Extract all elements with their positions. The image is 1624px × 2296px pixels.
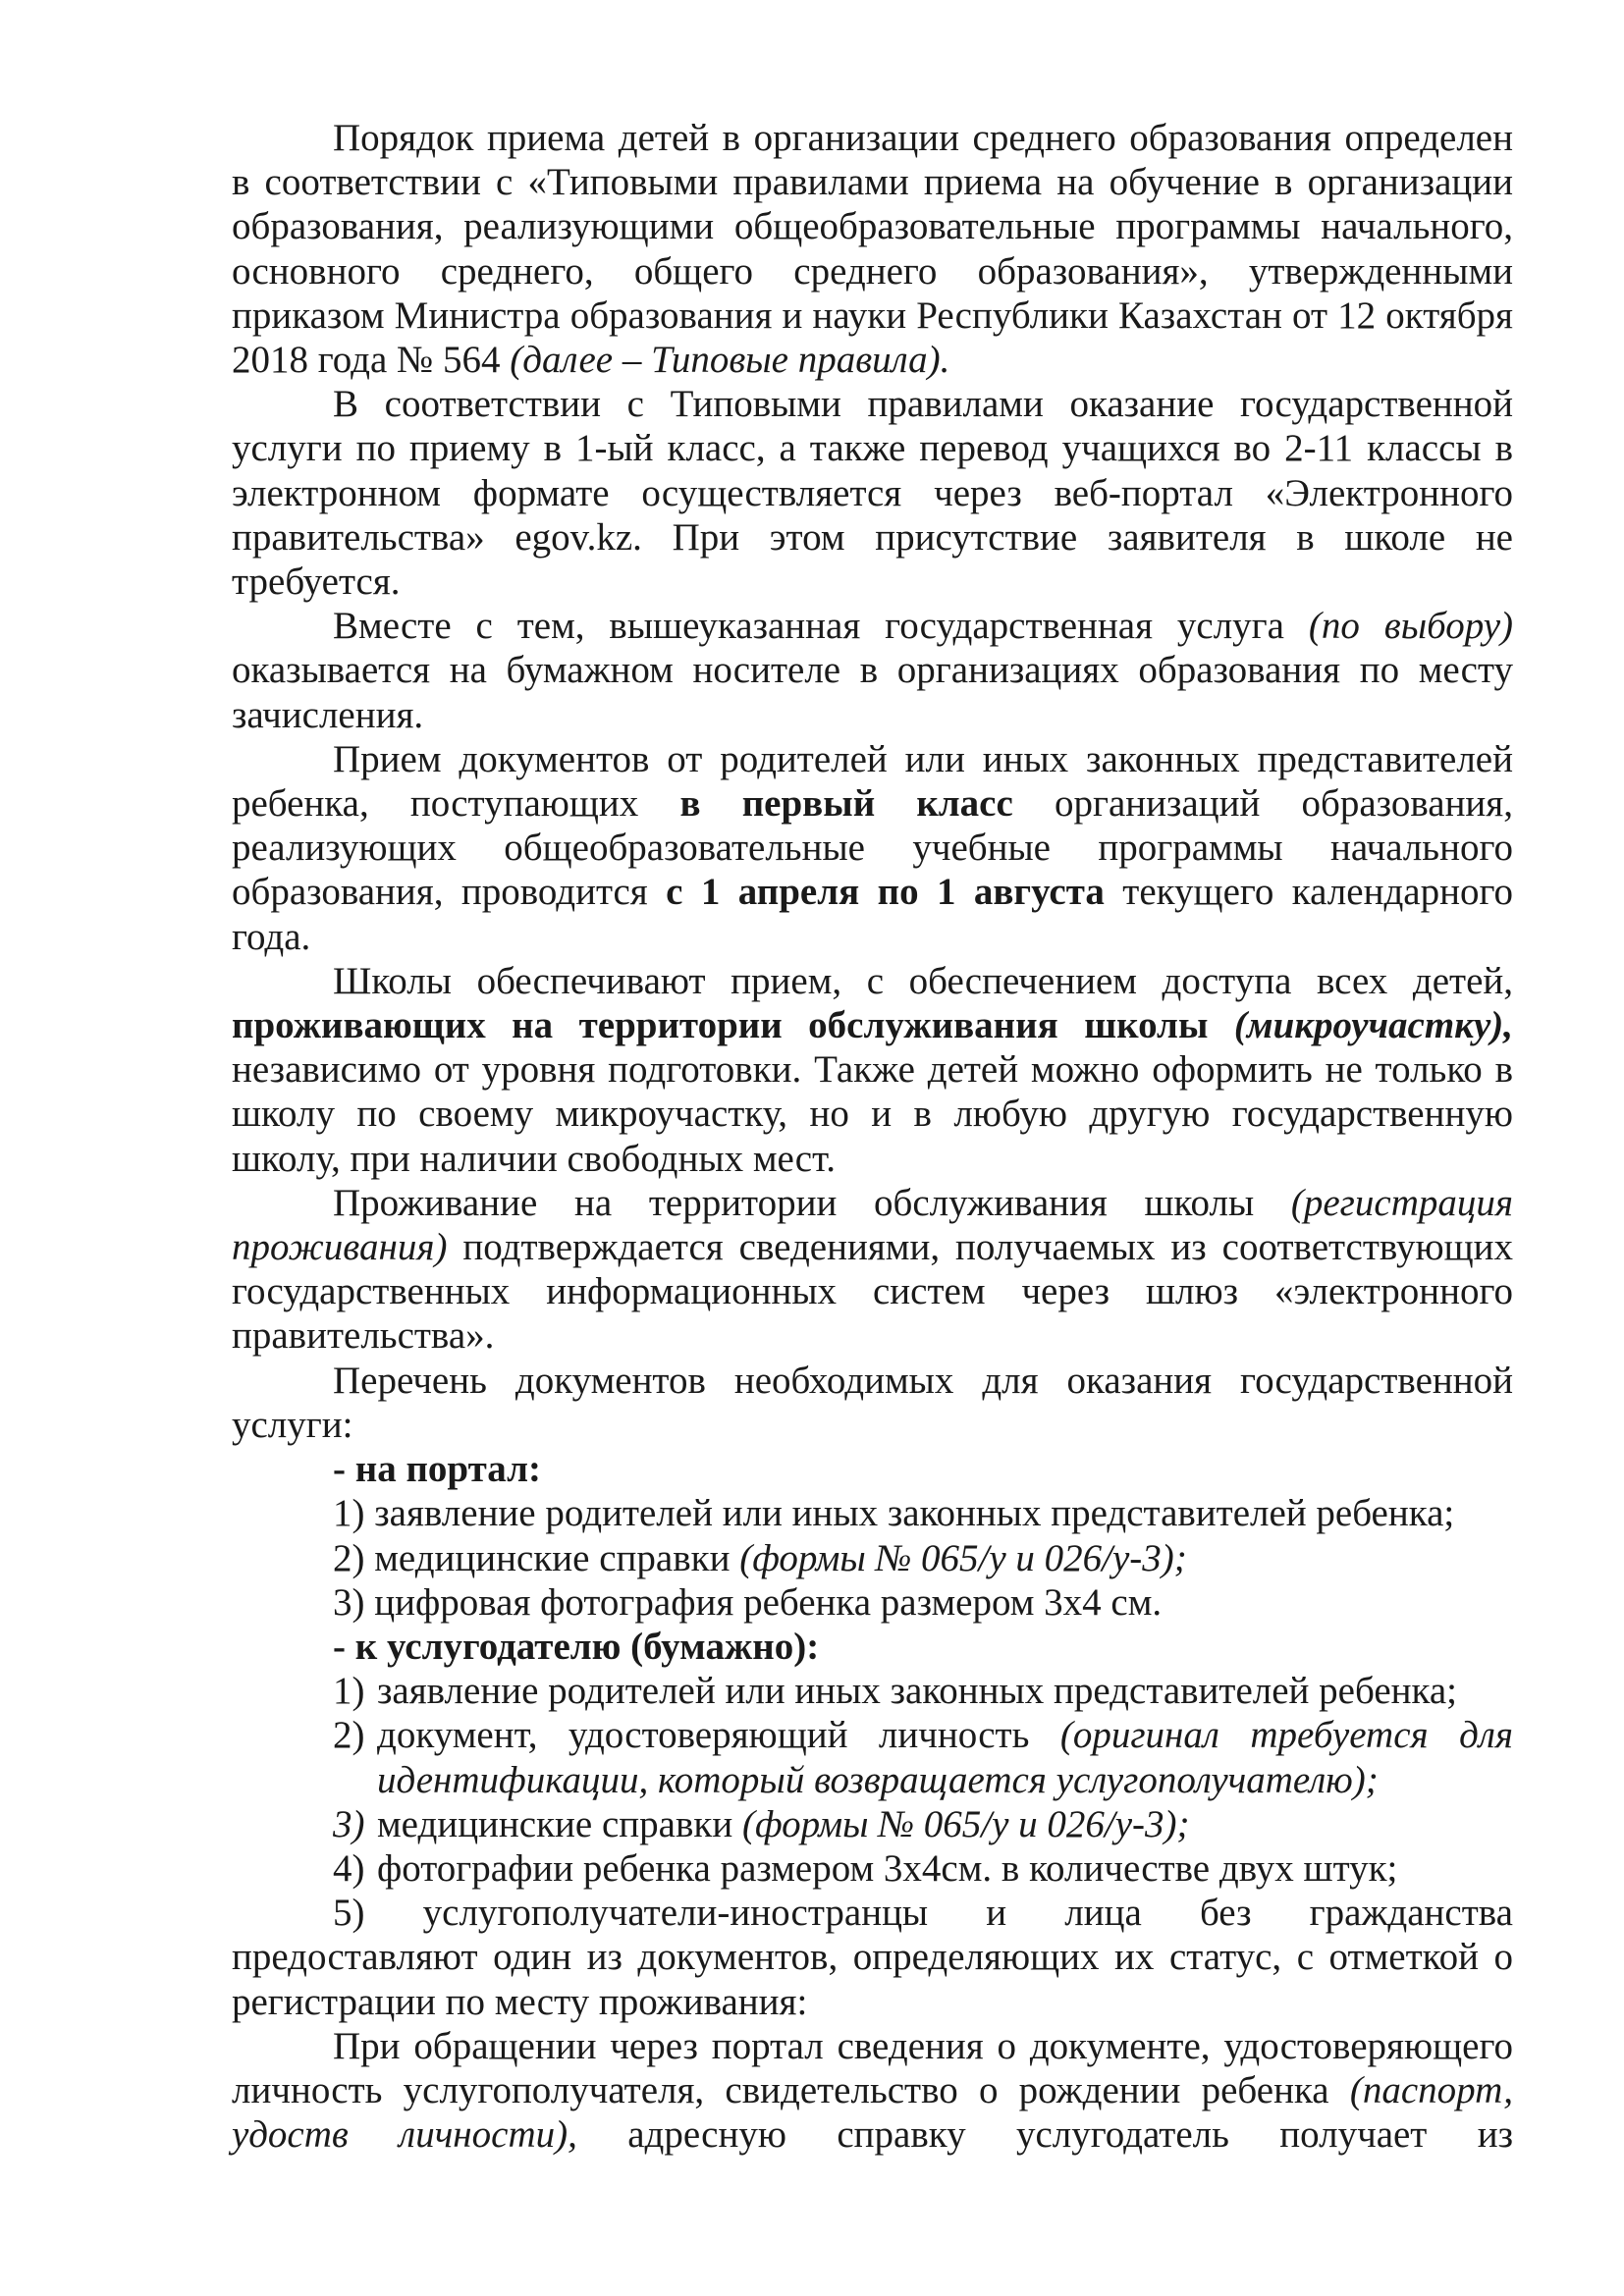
paragraph-text: При обращении через портал сведения о документе, удостоверяющего личность услугополучателя, свидетельство о рождении ребенка [232,2024,1513,2111]
paragraph-text: независимо от уровня подготовки. Также детей можно оформить не только в школу по своему микроучастку, но и в любую другую государственную школу, при наличии свободных мест. [232,1048,1513,1180]
list-item-number: 3) [333,1802,365,1845]
list-item-text: 5) услугополучатели-иностранцы и лица без гражданства предоставляют один из документов, определяющих их статус, с отметкой о регистрации по месту проживания: [232,1892,1513,2023]
paragraph-document-dates [232,737,1513,959]
paragraph-text: оказывается на бумажном носителе в организациях образования по месту зачисления. [232,649,1513,736]
list-item-italic-note: (оригинал требуется для идентификации, который возвращается услугополучателю); [377,1714,1513,1801]
list-item-text: фотографии ребенка размером 3х4см. в количестве двух штук; [377,1846,1398,1890]
list-item-italic-note: (формы № 065/у и 026/у-3); [739,1536,1187,1579]
paragraph-bold-territory: проживающих на территории обслуживания школы [232,1004,1234,1047]
paragraph-portal-request [232,2024,1513,2158]
document-page [232,116,1513,2157]
paragraph-italic-note: (далее – Типовые правила). [510,339,950,382]
paragraph-bold-dates: с 1 апреля по 1 августа [666,871,1105,914]
paragraph-paper-service [232,604,1513,737]
paragraph-italic-note: (паспорт, удоств личности), [232,2068,1513,2157]
paragraph-text: Перечень документов необходимых для оказания государственной услуги: [232,1359,1513,1446]
paragraph-school-admission [232,959,1513,1181]
paper-list-item-3 [232,1802,1513,1846]
list-item-text: 2) медицинские справки [333,1536,740,1579]
list-item-number: 4) [333,1846,365,1890]
paragraph-bold-first-class: в первый класс [679,782,1013,826]
paper-list-item-5 [232,1891,1513,2024]
paragraph-egov-service [232,382,1513,604]
paper-list-item-1 [232,1669,1513,1713]
portal-list-heading: - на портал: [333,1448,541,1491]
paragraph-text: адресную справку услугодатель получает из [576,2113,1513,2157]
paragraph-italic-note: (по выбору) [1308,605,1514,648]
list-item-text: заявление родителей или иных законных представителей ребенка; [377,1670,1457,1713]
list-item-number: 2) [333,1714,365,1757]
portal-list-item-3: 3) цифровая фотография ребенка размером 3х4 см. [333,1580,1163,1624]
paragraph-text: Проживание на территории обслуживания школы [333,1181,1291,1224]
paragraph-text: организаций образования, реализующих общеобразовательные учебные программы начального образования, проводится [232,782,1513,914]
list-item-text: документ, удостоверяющий личность [377,1714,1060,1757]
portal-list-item-1: 1) заявление родителей или иных законных представителей ребенка; [333,1492,1455,1535]
paragraph-text: В соответствии с Типовыми правилами оказание государственной услуги по приему в 1-ый класс, а также перевод учащихся во 2-11 классы в электронном формате осуществляется через веб-портал «Электронного правительства» egov.kz. При этом присутствие заявителя в школе не требуется. [232,383,1513,604]
paragraph-text: Порядок приема детей в организации среднего образования определен в соответствии с «Типовыми правилами приема на обучение в организации образования, реализующими общеобразовательные программы начального, основного среднего, общего среднего образования», утвержденными приказом Министра образования и науки Республики Казахстан от 12 октября 2018 года № 564 [232,117,1513,382]
list-item-text: медицинские справки [377,1802,742,1845]
paragraph-text: текущего календарного года. [232,871,1514,958]
paragraph-italic-note: (регистрация проживания) [232,1181,1513,1269]
paragraph-text: Прием документов от родителей или иных законных представителей ребенка, поступающих [232,737,1513,826]
paragraph-text: Вместе с тем, вышеуказанная государственная услуга [333,605,1309,648]
paragraph-admission-order [232,116,1513,382]
paragraph-text: подтверждается сведениями, получаемых из соответствующих государственных информационных систем через шлюз «электронного правительства». [232,1226,1513,1358]
paragraph-residence [232,1181,1513,1359]
paragraph-documents-list-intro [232,1359,1513,1447]
paper-list-item-2 [232,1713,1513,1801]
portal-list-item-2 [232,1536,1513,1580]
list-item-number: 1) [333,1670,365,1713]
paragraph-bold-italic-note: (микроучастку), [1233,1004,1513,1047]
list-item-italic-note: (формы № 065/у и 026/у-3); [741,1802,1190,1845]
paragraph-text: Школы обеспечивают прием, с обеспечением доступа всех детей, [333,959,1513,1002]
paper-list-item-4 [232,1846,1513,1891]
paper-list-heading: - к услугодателю (бумажно): [333,1625,820,1668]
